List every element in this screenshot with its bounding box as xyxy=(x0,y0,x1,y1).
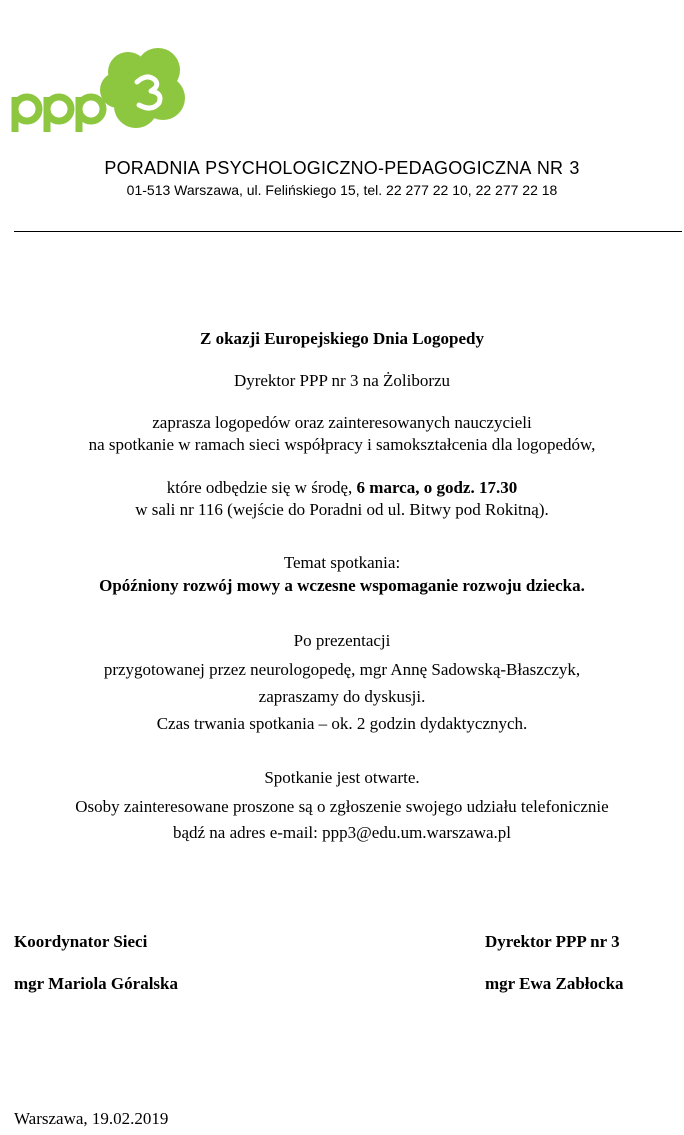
director-name: mgr Ewa Zabłocka xyxy=(485,974,624,993)
date-prefix: które odbędzie się w środę, xyxy=(166,478,357,497)
open-line: Spotkanie jest otwarte. xyxy=(264,768,420,787)
coordinator-role: Koordynator Sieci xyxy=(14,932,148,951)
place-date: Warszawa, 19.02.2019 xyxy=(14,1109,169,1128)
coordinator-name: mgr Mariola Góralska xyxy=(14,974,178,993)
room-line: w sali nr 116 (wejście do Poradni od ul. Bitwy pod Rokitną). xyxy=(135,500,549,519)
topic-title: Opóźniony rozwój mowy a wczesne wspomaganie rozwoju dziecka. xyxy=(99,576,585,595)
ppp3-logo xyxy=(8,40,188,132)
director-line: Dyrektor PPP nr 3 na Żoliborzu xyxy=(233,371,451,390)
invite-line-1: zaprasza logopedów oraz zainteresowanych nauczycieli xyxy=(152,413,532,432)
institution-name: PORADNIA PSYCHOLOGICZNO-PEDAGOGICZNA NR 3 xyxy=(104,158,580,178)
institution-address: 01-513 Warszawa, ul. Felińskiego 15, tel. 22 277 22 10, 22 277 22 18 xyxy=(126,182,558,198)
date-line xyxy=(0,477,684,499)
contact-line-2: bądź na adres e-mail: ppp3@edu.um.warszawa.pl xyxy=(172,823,512,842)
date-time: 6 marca, o godz. 17.30 xyxy=(356,478,518,497)
director-role: Dyrektor PPP nr 3 xyxy=(485,932,620,951)
presentation-line-3: zapraszamy do dyskusji. xyxy=(258,687,426,706)
presentation-line-2: przygotowanej przez neurologopedę, mgr Annę Sadowską-Błaszczyk, xyxy=(103,660,581,679)
topic-label: Temat spotkania: xyxy=(283,553,401,572)
invite-line-2: na spotkanie w ramach sieci współpracy i samokształcenia dla logopedów, xyxy=(88,435,596,454)
contact-line-1: Osoby zainteresowane proszone są o zgłoszenie swojego udziału telefonicznie xyxy=(75,797,609,816)
occasion-heading: Z okazji Europejskiego Dnia Logopedy xyxy=(199,329,484,348)
duration-line: Czas trwania spotkania – ok. 2 godzin dydaktycznych. xyxy=(156,714,528,733)
header-divider xyxy=(14,231,682,232)
presentation-line-1: Po prezentacji xyxy=(293,631,391,650)
